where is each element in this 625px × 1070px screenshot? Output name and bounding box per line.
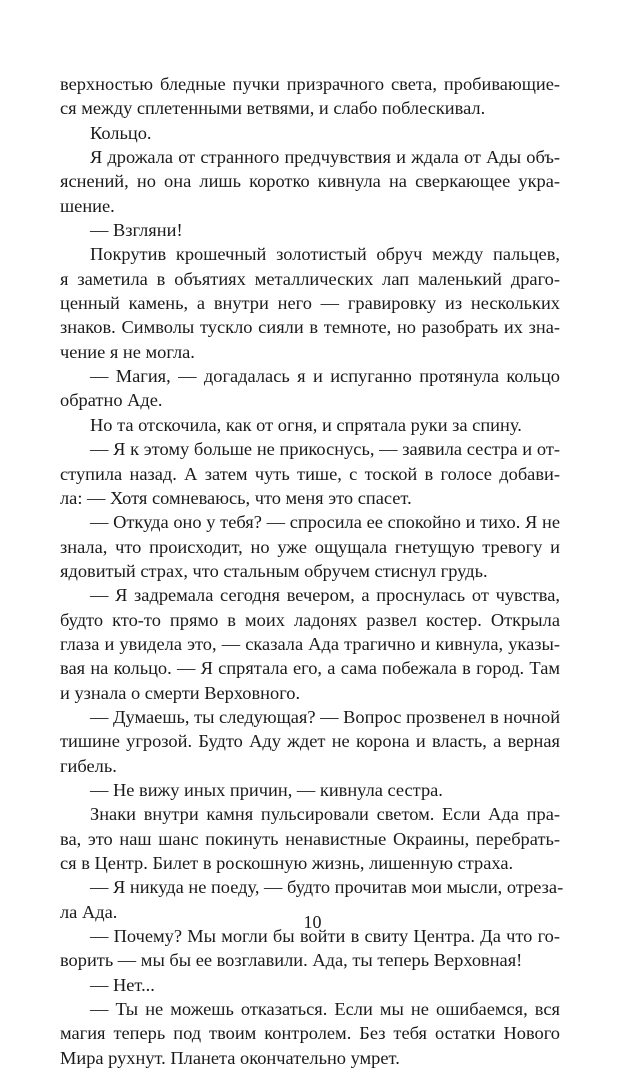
text-line: яснений, но она лишь коротко кивнула на сверкающее укра- bbox=[60, 171, 560, 192]
text-line: — Взгляни! bbox=[90, 220, 183, 241]
text-line: знала, что происходит, но уже ощущала гнетущую тревогу и bbox=[60, 536, 560, 557]
text-line: я заметила в объятиях металлических лап маленький драго- bbox=[60, 268, 560, 289]
text-line: чение я не могла. bbox=[60, 341, 195, 362]
text-line: — Думаешь, ты следующая? — Вопрос прозвенел в ночной bbox=[90, 706, 561, 727]
text-line: тишине угрозой. Будто Аду ждет не корона и власть, а верная bbox=[60, 731, 560, 752]
text-line: Но та отскочила, как от огня, и спрятала руки за спину. bbox=[90, 414, 522, 435]
text-line: ядовитый страх, что стальным обручем стиснул грудь. bbox=[60, 560, 488, 581]
text-line: Кольцо. bbox=[90, 122, 152, 143]
text-line: глаза и увидела это, — сказала Ада трагично и кивнула, указы- bbox=[60, 633, 560, 654]
text-line: вая на кольцо. — Я спрятала его, а сама побежала в город. Там bbox=[60, 658, 560, 679]
text-line: — Я задремала сегодня вечером, а проснулась от чувства, bbox=[90, 585, 560, 606]
text-line: ла Ада. bbox=[60, 901, 118, 922]
text-line: — Я к этому больше не прикоснусь, — заявила сестра и от- bbox=[90, 439, 560, 460]
text-line: — Откуда оно у тебя? — спросила ее спокойно и тихо. Я не bbox=[90, 512, 560, 533]
text-line: ся в Центр. Билет в роскошную жизнь, лишенную страха. bbox=[60, 853, 514, 873]
text-line: — Почему? Мы могли бы войти в свиту Центра. Да что го- bbox=[90, 926, 560, 947]
text-line: будто кто-то прямо в моих ладонях развел костер. Открыла bbox=[60, 609, 560, 630]
text-line: — Не вижу иных причин, — кивнула сестра. bbox=[90, 779, 443, 800]
text-line: ва, это наш шанс покинуть ненавистные Окраины, перебрать- bbox=[60, 828, 560, 849]
text-line: и узнала о смерти Верховного. bbox=[60, 682, 301, 703]
text-line: обратно Аде. bbox=[60, 390, 163, 411]
page-number: 10 bbox=[303, 912, 322, 932]
text-line: ценный камень, а внутри него — гравировку из нескольких bbox=[60, 293, 560, 314]
text-line: Мира рухнут. Планета окончательно умрет. bbox=[60, 1047, 400, 1068]
text-line: ла: — Хотя сомневаюсь, что меня это спасет. bbox=[60, 487, 412, 508]
text-line: верхностью бледные пучки призрачного света, пробивающие- bbox=[60, 74, 560, 94]
text-line: ворить — мы бы ее возглавили. Ада, ты теперь Верховная! bbox=[60, 950, 523, 971]
text-line: Покрутив крошечный золотистый обруч между пальцев, bbox=[90, 244, 560, 265]
text-line: знаков. Символы тускло сияли в темноте, но разобрать их зна- bbox=[60, 317, 560, 338]
text-line: — Ты не можешь отказаться. Если мы не ошибаемся, вся bbox=[90, 999, 560, 1020]
text-line: — Я никуда не поеду, — будто прочитав мои мысли, отреза- bbox=[90, 877, 564, 898]
text-line: — Нет... bbox=[90, 974, 155, 995]
text-line: ступила назад. А затем чуть тише, с тоской в голосе добави- bbox=[60, 463, 560, 484]
text-line: шение. bbox=[60, 195, 115, 216]
text-line: Я дрожала от странного предчувствия и ждала от Ады объ- bbox=[90, 147, 560, 168]
text-line: гибель. bbox=[60, 755, 117, 776]
text-line: магия теперь под твоим контролем. Без тебя остатки Нового bbox=[60, 1023, 560, 1044]
text-line: — Магия, — догадалась я и испуганно протянула кольцо bbox=[90, 366, 560, 387]
text-line: Знаки внутри камня пульсировали светом. Если Ада пра- bbox=[90, 804, 560, 825]
text-line: ся между сплетенными ветвями, и слабо поблескивал. bbox=[60, 98, 486, 119]
